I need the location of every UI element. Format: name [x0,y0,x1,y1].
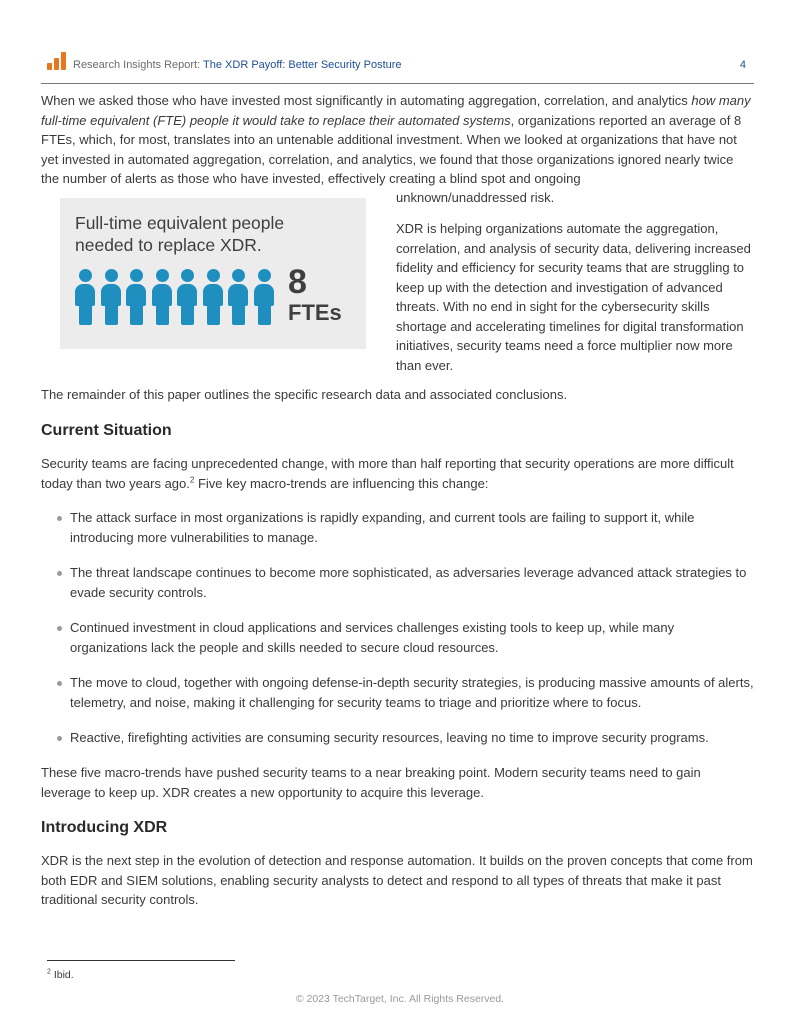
people-icons [75,269,280,329]
introducing-xdr-heading: Introducing XDR [41,819,168,836]
copyright: © 2023 TechTarget, Inc. All Rights Reserved. [295,993,505,1005]
intro-continuation: unknown/unaddressed risk. [396,190,555,205]
fte-unit: FTEs [288,300,342,325]
person-icon [177,269,197,329]
person-icon [101,269,121,329]
footnote-number: 2 [47,968,51,976]
situation-text-1: Security teams are facing unprecedented change, with more than half reporting that security operations are more difficult today than two years ago. [41,456,734,491]
person-icon [203,269,223,329]
macro-trends-closing: These five macro-trends have pushed security teams to a near breaking point. Modern security teams need to gain leverage to keep up. XDR creates a new opportunity to acquire this leverage. [41,765,701,800]
person-icon [254,269,274,329]
list-item: Reactive, firefighting activities are consuming security resources, leaving no time to improve security programs. [41,728,754,748]
person-icon [126,269,146,329]
page-number: 4 [739,59,746,71]
footnote-reference[interactable]: 2 [189,475,195,485]
person-icon [228,269,248,329]
list-item: The move to cloud, together with ongoing defense-in-depth security strategies, is producing massive amounts of alerts, telemetry, and noise, making it challenging for security teams to triage and prioritize where to focus. [41,673,754,712]
fte-title: Full-time equivalent people needed to replace XDR. [75,213,285,255]
list-item: The threat landscape continues to become more sophisticated, as adversaries leverage advanced attack strategies to evade security controls. [41,563,754,602]
footnote-text: Ibid. [50,969,74,981]
fte-infographic [60,198,366,349]
list-item: The attack surface in most organizations is rapidly expanding, and current tools are failing to support it, while introducing more vulnerabilities to manage. [41,508,754,547]
xdr-helping-paragraph: XDR is helping organizations automate the aggregation, correlation, and analysis of security data, delivering increased fidelity and efficiency for security teams that are struggling to keep up with the detection and investigation of advanced threats. With no end in sight for the cybersecurity skills shortage and accelerating timelines for digital transformation initiatives, security teams need a force multiplier now more than ever. [396,221,751,373]
page-header [41,52,754,84]
intro-italic-text: how many full-time equivalent (FTE) people it would take to replace their automated systems [41,93,751,128]
report-type: Research Insights Report: [73,59,204,71]
remainder-paragraph: The remainder of this paper outlines the specific research data and associated conclusions. [41,387,568,402]
macro-trends-list [41,508,754,764]
techtarget-logo-icon [47,52,68,70]
report-header [73,59,402,71]
person-icon [152,269,172,329]
list-item: Continued investment in cloud applications and services challenges existing tools to keep up, while many organizations lack the people and skills needed to secure cloud resources. [41,618,754,657]
intro-text-1: When we asked those who have invested most significantly in automating aggregation, correlation, and analytics [41,93,692,108]
fte-number: 8 [288,263,307,301]
footnote-divider [47,960,235,961]
introducing-xdr-paragraph: XDR is the next step in the evolution of detection and response automation. It builds on the proven concepts that come from both EDR and SIEM solutions, enabling security analysts to detect and respond to all types of threats that make it past traditional security controls. [41,853,753,907]
report-title: The XDR Payoff: Better Security Posture [203,59,402,71]
situation-text-2: Five key macro-trends are influencing this change: [194,475,489,491]
footnote [47,969,74,981]
current-situation-heading: Current Situation [41,422,172,439]
intro-paragraph [41,91,754,189]
person-icon [75,269,95,329]
intro-text-2: , organizations reported an average of 8 FTEs, which, for most, translates into an untenable additional investment. When we looked at organizations that have not yet invested in automated aggregation, correlation, and analytics, we found that those organizations ignored nearly twice the number of alerts as those who have invested, effectively creating a blind spot and ongoing [41,112,742,186]
current-situation-intro [41,454,754,493]
